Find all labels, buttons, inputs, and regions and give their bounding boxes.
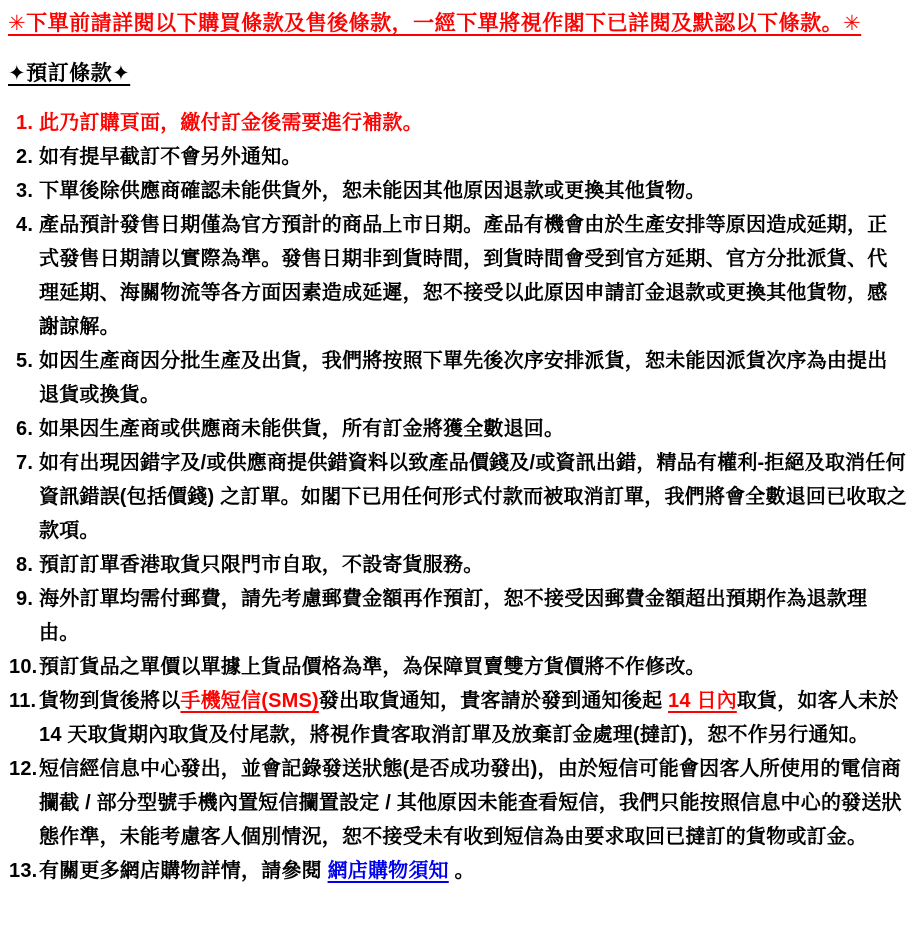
term-item-3	[8, 174, 907, 208]
term-text	[39, 208, 907, 344]
store-shopping-guide-link[interactable]: 網店購物須知	[327, 860, 449, 882]
term-number: 9.	[16, 588, 34, 610]
term-number: 13.	[9, 860, 38, 882]
term-item-7	[8, 446, 907, 548]
term-item-11	[8, 684, 907, 752]
term-number: 8.	[16, 554, 34, 576]
term-text-segment: 如有提早截訂不會另外通知。	[39, 146, 302, 168]
term-item-13	[8, 854, 907, 888]
term-number: 11.	[9, 690, 37, 712]
sms-notice-highlight: 手機短信(SMS)	[180, 690, 319, 712]
term-text-segment: 下單後除供應商確認未能供貨外，恕未能因其他原因退款或更換其他貨物。	[39, 180, 706, 202]
term-item-2	[8, 140, 907, 174]
term-text-segment: 貨物到貨後將以	[39, 690, 181, 712]
term-text	[39, 854, 907, 888]
term-text-segment: 短信經信息中心發出，並會記錄發送狀態(是否成功發出)，由於短信可能會因客人所使用的電信商攔截 / 部分型號手機內置短信攔置設定 / 其他原因未能查看短信，我們只能按照信息中心的發送狀態作準，未能考慮客人個別情況，恕不接受未有收到短信為由要求取回已撻訂的貨物或訂金。	[39, 758, 902, 848]
term-text	[39, 140, 907, 174]
term-item-9	[8, 582, 907, 650]
term-number: 4.	[16, 214, 34, 236]
term-text	[39, 174, 907, 208]
term-text-segment: 此乃訂購頁面，繳付訂金後需要進行補款。	[39, 112, 423, 134]
term-number: 12.	[9, 758, 38, 780]
term-text-segment: 海外訂單均需付郵費，請先考慮郵費金額再作預訂，恕不接受因郵費金額超出預期作為退款理由。	[39, 588, 868, 644]
term-number: 5.	[16, 350, 34, 372]
term-text	[39, 106, 907, 140]
term-number: 7.	[16, 452, 34, 474]
term-text	[39, 446, 907, 548]
section-heading-preorder-terms: ✦預訂條款✦	[8, 62, 131, 85]
term-text-segment: 取貨，如客人未於 14 天取貨期內取貨及付尾款，將視作貴客取消訂單及放棄訂金處理(撻訂)，恕不作另行通知。	[39, 690, 899, 746]
term-number: 2.	[16, 146, 34, 168]
term-text-segment: 如果因生產商或供應商未能供貨，所有訂金將獲全數退回。	[39, 418, 565, 440]
term-number: 3.	[16, 180, 34, 202]
term-text-segment: 預訂訂單香港取貨只限門市自取，不設寄貨服務。	[39, 554, 484, 576]
term-text	[39, 684, 907, 752]
term-text-segment: 如因生產商因分批生產及出貨，我們將按照下單先後次序安排派貨，恕未能因派貨次序為由提出退貨或換貨。	[39, 350, 888, 406]
term-text	[39, 412, 907, 446]
term-item-5	[8, 344, 907, 412]
term-text	[39, 650, 907, 684]
term-number: 1.	[16, 112, 34, 134]
term-text	[39, 752, 907, 854]
term-item-8	[8, 548, 907, 582]
term-text	[39, 548, 907, 582]
term-item-6	[8, 412, 907, 446]
terms-warning-title: ✳下單前請詳閱以下購買條款及售後條款，一經下單將視作閣下已詳閱及默認以下條款。✳	[8, 12, 862, 35]
term-item-10	[8, 650, 907, 684]
term-text-segment: 產品預計發售日期僅為官方預計的商品上市日期。產品有機會由於生產安排等原因造成延期，正式發售日期請以實際為準。發售日期非到貨時間，到貨時間會受到官方延期、官方分批派貨、代理延期、海關物流等各方面因素造成延遲，恕不接受以此原因申請訂金退款或更換其他貨物，感謝諒解。	[39, 214, 888, 338]
term-number: 6.	[16, 418, 34, 440]
term-number: 10.	[9, 656, 38, 678]
term-text	[39, 344, 907, 412]
term-item-1	[8, 106, 907, 140]
term-text-segment: 預訂貨品之單價以單據上貨品價格為準，為保障買賣雙方貨價將不作修改。	[39, 656, 706, 678]
term-text-segment: 有關更多網店購物詳情，請參閱	[39, 860, 328, 882]
term-text-segment: 發出取貨通知，貴客請於發到通知後起	[318, 690, 669, 712]
terms-list	[8, 106, 907, 888]
term-text	[39, 582, 907, 650]
pickup-deadline-highlight: 14 日內	[668, 690, 737, 712]
term-item-12	[8, 752, 907, 854]
term-text-segment: 如有出現因錯字及/或供應商提供錯資料以致產品價錢及/或資訊出錯，精品有權利-拒絕及取消任何資訊錯誤(包括價錢) 之訂單。如閣下已用任何形式付款而被取消訂單，我們將會全數退回已收取之款項。	[39, 452, 907, 542]
term-text-segment: 。	[448, 860, 475, 882]
term-item-4	[8, 208, 907, 344]
